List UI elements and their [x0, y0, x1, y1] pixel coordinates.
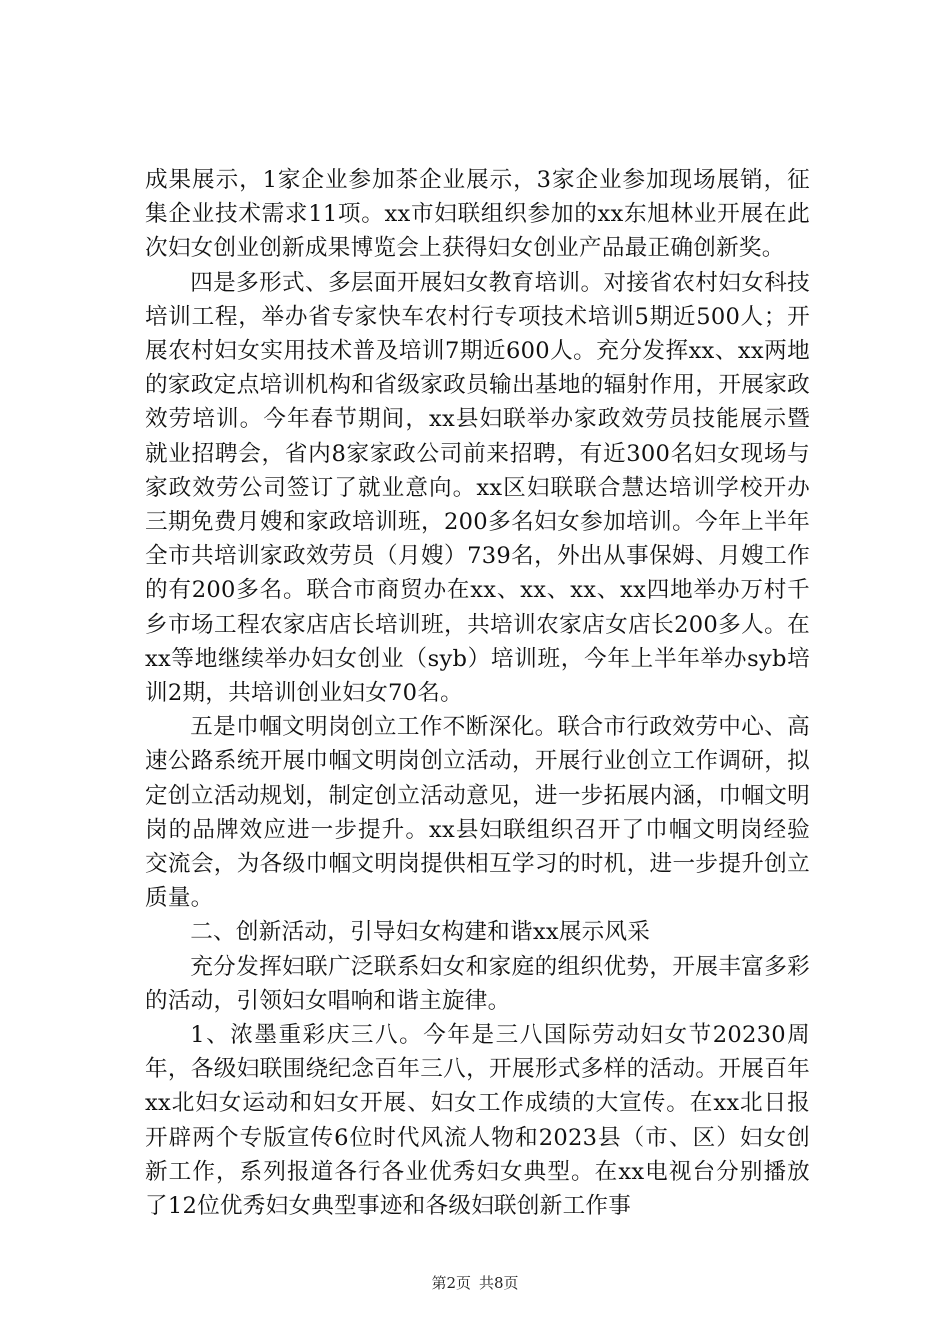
- paragraph-continuation: 成果展示，1家企业参加茶企业展示，3家企业参加现场展销，征集企业技术需求11项。xx市妇联组织参加的xx东旭林业开展在此次妇女创业创新成果博览会上获得妇女创业产品最正确创新奖。: [145, 167, 810, 262]
- paragraph-civilized-post-creation: 五是巾帼文明岗创立工作不断深化。联合市行政效劳中心、高速公路系统开展巾帼文明岗创立活动，开展行业创立工作调研，拟定创立活动规划，制定创立活动意见，进一步拓展内涵，巾帼文明岗的品牌效应进一步提升。xx县妇联组织召开了巾帼文明岗经验交流会，为各级巾帼文明岗提供相互学习的时机，进一步提升创立质量。: [145, 714, 810, 912]
- paragraph-organizational-advantage: 充分发挥妇联广泛联系妇女和家庭的组织优势，开展丰富多彩的活动，引领妇女唱响和谐主旋律。: [145, 953, 810, 1014]
- page-number: 第2页: [431, 1274, 471, 1292]
- page-total: 共8页: [479, 1274, 519, 1292]
- page-footer: [0, 1273, 950, 1293]
- paragraph-women-education-training: 四是多形式、多层面开展妇女教育培训。对接省农村妇女科技培训工程，举办省专家快车农村行专项技术培训5期近500人；开展农村妇女实用技术普及培训7期近600人。充分发挥xx、xx两地的家政定点培训机构和省级家政员输出基地的辐射作用，开展家政效劳培训。今年春节期间，xx县妇联举办家政效劳员技能展示暨就业招聘会，省内8家家政公司前来招聘，有近300名妇女现场与家政效劳公司签订了就业意向。xx区妇联联合慧达培训学校开办三期免费月嫂和家政培训班，200多名妇女参加培训。今年上半年全市共培训家政效劳员（月嫂）739名，外出从事保姆、月嫂工作的有200多名。联合市商贸办在xx、xx、xx、xx四地举办万村千乡市场工程农家店店长培训班，共培训农家店女店长200多人。在xx等地继续举办妇女创业（syb）培训班，今年上半年举办syb培训2期，共培训创业妇女70名。: [145, 269, 810, 707]
- paragraph-march-eighth-celebration: 1、浓墨重彩庆三八。今年是三八国际劳动妇女节20230周年，各级妇联围绕纪念百年三八，开展形式多样的活动。开展百年xx北妇女运动和妇女开展、妇女工作成绩的大宣传。在xx北日报开辟两个专版宣传6位时代风流人物和2023县（市、区）妇女创新工作，系列报道各行各业优秀妇女典型。在xx电视台分别播放了12位优秀妇女典型事迹和各级妇联创新工作事: [145, 1022, 810, 1220]
- section-heading-innovation-activities: 二、创新活动，引导妇女构建和谐xx展示风采: [190, 919, 651, 946]
- document-body: [145, 163, 810, 1223]
